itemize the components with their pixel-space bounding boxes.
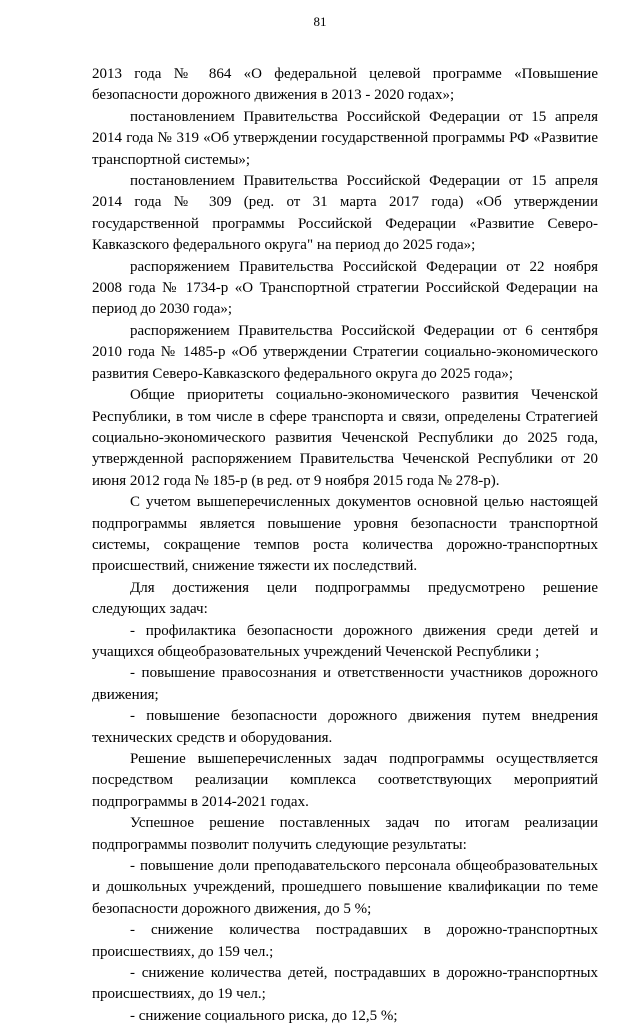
paragraph-main-goal: С учетом вышеперечисленных документов основной целью настоящей подпрограммы является повышение уровня безопасности транспортной системы, сокращение темпов роста количества дорожно-транспортных происшествий, снижение тяжести их последствий. (92, 494, 598, 575)
list-item-task-prevention: - профилактика безопасности дорожного движения среди детей и учащихся общеобразовательных учреждений Чеченской Республики ; (92, 622, 598, 660)
list-item-task-technical-means: - повышение безопасности дорожного движения путем внедрения технических средств и оборудования. (92, 708, 598, 746)
page-number: 81 (313, 14, 327, 29)
paragraph-general-priorities: Общие приоритеты социально-экономического развития Чеченской Республики, в том числе в сфере транспорта и связи, определены Стратегией социально-экономического развития Чеченской Республики до 2025 года, утвержденной распоряжением Правительства Чеченской Республики от 20 июня 2012 года № 185-р (в ред. от 9 ноября 2015 года № 278-р). (92, 387, 598, 489)
paragraph-resolution-319: постановлением Правительства Российской Федерации от 15 апреля 2014 года № 319 «Об утверждении государственной программы РФ «Развитие транспортной системы»; (92, 108, 598, 168)
document-body (92, 64, 598, 1027)
paragraph-tasks-implementation: Решение вышеперечисленных задач подпрограммы осуществляется посредством реализации комплекса соответствующих мероприятий подпрограммы в 2014-2021 годах. (92, 751, 598, 810)
list-item-result-social-risk: - снижение социального риска, до 12,5 %; (130, 1007, 398, 1024)
paragraph-results-intro: Успешное решение поставленных задач по итогам реализации подпрограммы позволит получить следующие результаты: (92, 815, 598, 853)
list-item-result-children-injured: - снижение количества детей, пострадавших в дорожно-транспортных происшествиях, до 19 чел.; (92, 965, 598, 1003)
list-item-result-teacher-training: - повышение доли преподавательского персонала общеобразовательных и дошкольных учреждений, прошедшего повышение квалификации по теме безопасности дорожного движения, до 5 %; (92, 858, 598, 917)
paragraph-order-1485: распоряжением Правительства Российской Федерации от 6 сентября 2010 года № 1485-р «Об утверждении Стратегии социально-экономического развития Северо-Кавказского федерального округа до 2025 года»; (92, 322, 598, 382)
paragraph-order-1734: распоряжением Правительства Российской Федерации от 22 ноября 2008 года № 1734-р «О Транспортной стратегии Российской Федерации на период до 2030 года»; (92, 258, 598, 318)
paragraph-tasks-intro: Для достижения цели подпрограммы предусмотрено решение следующих задач: (92, 579, 598, 618)
paragraph-federal-program-continuation: 2013 года № 864 «О федеральной целевой программе «Повышение безопасности дорожного движения в 2013 - 2020 годах»; (92, 66, 598, 104)
list-item-task-legal-awareness: - повышение правосознания и ответственности участников дорожного движения; (92, 665, 598, 703)
list-item-result-injured-reduction: - снижение количества пострадавших в дорожно-транспортных происшествиях, до 159 чел.; (92, 922, 598, 960)
paragraph-resolution-309: постановлением Правительства Российской Федерации от 15 апреля 2014 года № 309 (ред. от 31 марта 2017 года) «Об утверждении государственной программы Российской Федерации «Развитие Северо-Кавказского федерального округа" на период до 2025 года»; (92, 173, 598, 254)
